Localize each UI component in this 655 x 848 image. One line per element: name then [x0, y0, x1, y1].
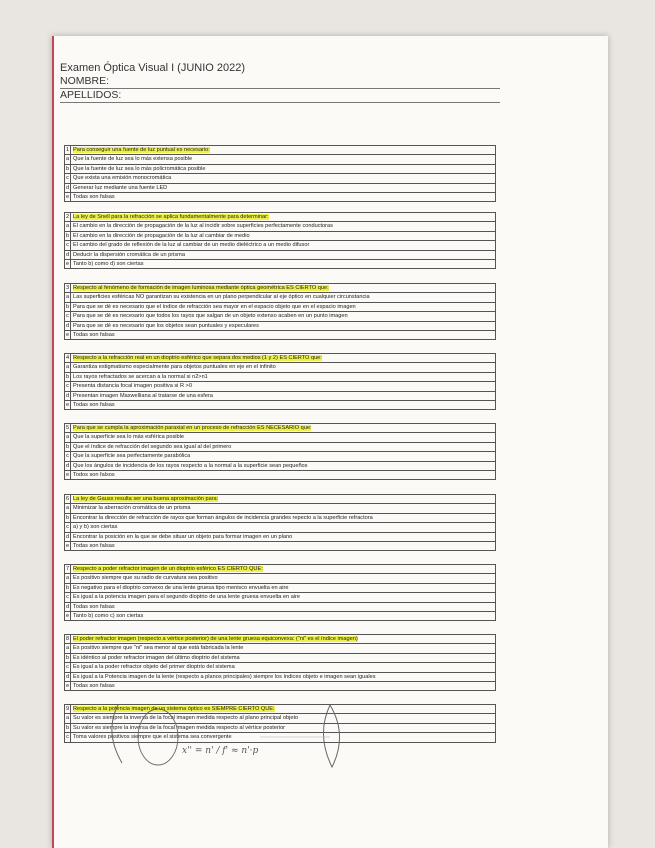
option-row[interactable] — [65, 391, 496, 400]
option-text: Es igual a la potencia imagen para el segundo dioptrio de una lente gruesa envuelta en aire — [71, 593, 496, 602]
option-row[interactable] — [65, 231, 496, 240]
option-letter: e — [65, 332, 70, 339]
option-letter: b — [65, 654, 70, 661]
option-letter: a — [65, 434, 70, 441]
option-letter: a — [65, 294, 70, 301]
question-text — [71, 146, 496, 155]
option-row[interactable] — [65, 363, 496, 372]
option-text: Encontrar la dirección de refracción de rayos que forman ángulos de incidencia grandes repecto a la superficie refractora — [71, 513, 496, 522]
question-7 — [64, 564, 496, 621]
option-row[interactable] — [65, 461, 496, 470]
option-row[interactable] — [65, 193, 496, 202]
option-text: Que exista una emisión monocromática — [71, 174, 496, 183]
sketch-arc-left — [112, 705, 122, 763]
question-stem: Respecto a poder refractor imagen de un dioptrio esférico ES CIERTO QUE: — [73, 566, 263, 572]
option-text: Para que se dé es necesario que el índice de refracción sea mayor en el espacio objeto que en el espacio imagen — [71, 302, 496, 311]
option-row[interactable] — [65, 504, 496, 513]
option-letter: b — [65, 232, 70, 239]
option-row[interactable] — [65, 331, 496, 340]
option-letter: e — [65, 261, 70, 268]
option-text: Tanto b) como d) son ciertas — [71, 260, 496, 269]
exam-title: Examen Óptica Visual I (JUNIO 2022) — [60, 62, 246, 74]
option-letter: e — [65, 543, 70, 550]
option-text: Generar luz mediante una fuente LED — [71, 183, 496, 192]
option-row[interactable] — [65, 241, 496, 250]
option-letter: d — [65, 251, 70, 258]
option-row[interactable] — [65, 372, 496, 381]
question-text — [71, 424, 496, 433]
question-3 — [64, 283, 496, 340]
option-row[interactable] — [65, 672, 496, 681]
option-row[interactable] — [65, 293, 496, 302]
option-row[interactable] — [65, 260, 496, 269]
option-letter: e — [65, 613, 70, 620]
option-letter: a — [65, 364, 70, 371]
option-text: Tanto b) como c) son ciertas — [71, 612, 496, 621]
option-letter: e — [65, 683, 70, 690]
option-text: Que la fuente de luz sea lo más policromática posible — [71, 164, 496, 173]
question-text — [71, 495, 496, 504]
option-text: Que la superficie sea lo más esférica posible — [71, 433, 496, 442]
option-row[interactable] — [65, 593, 496, 602]
option-letter: d — [65, 184, 70, 191]
option-text: Minimizar la aberración cromática de un prisma — [71, 504, 496, 513]
option-text: a) y b) son ciertas — [71, 523, 496, 532]
option-text: Que los ángulos de incidencia de los rayos respecto a la normal a la superficie sean pequeños — [71, 461, 496, 470]
option-row[interactable] — [65, 321, 496, 330]
option-letter: c — [66, 383, 69, 390]
question-stem: Para que se cumpla la aproximación paraxial en un proceso de refracción ES NECESARIO que: — [73, 425, 312, 431]
option-text: Es igual a la Potencia imagen de la lente (respecto a planos principales) siempre los índices objeto e imagen sean iguales — [71, 672, 496, 681]
option-letter: d — [65, 533, 70, 540]
option-text: Toma valores positivos siempre que el sistema sea convergente — [71, 733, 496, 742]
question-number: 5 — [65, 425, 70, 431]
option-letter: a — [65, 223, 70, 230]
question-number: 8 — [65, 636, 70, 642]
question-number: 3 — [65, 285, 70, 291]
option-text: Presenta distancia focal imagen positiva si R >0 — [71, 382, 496, 391]
option-text: Que la superficie sea perfectamente parabólica — [71, 452, 496, 461]
option-letter: a — [65, 505, 70, 512]
option-text: Todas son falsas — [71, 602, 496, 611]
question-number: 1 — [65, 147, 70, 153]
question-stem: Respecto a la potencia imagen de un sistema óptico es SIEMPRE CIERTO QUE: — [73, 706, 275, 712]
option-letter: c — [66, 313, 69, 320]
option-text: Las superficies esféricas NO garantizan su existencia en un plano perpendicular al eje óptico en cualquier circunstancia — [71, 293, 496, 302]
option-row[interactable] — [65, 471, 496, 480]
question-8 — [64, 634, 496, 691]
nombre-field: NOMBRE: — [60, 75, 500, 89]
option-text: Los rayos refractados se acercan a la normal si n2>n1 — [71, 372, 496, 381]
option-row[interactable] — [65, 602, 496, 611]
option-text: Garantiza estigmatismo especialmente para objetos puntuales en eje en el infinito — [71, 363, 496, 372]
option-text: Todas son falsas — [71, 401, 496, 410]
option-row[interactable] — [65, 155, 496, 164]
option-letter: d — [65, 673, 70, 680]
question-5 — [64, 423, 496, 480]
option-letter: c — [66, 524, 69, 531]
option-row[interactable] — [65, 513, 496, 522]
option-text: Es idéntico al poder refractor imagen del último dioptrio del sistema — [71, 653, 496, 662]
option-text: Todas son falsas — [71, 682, 496, 691]
option-letter: b — [65, 373, 70, 380]
question-text — [71, 635, 496, 644]
option-text: Para que se dé es necesario que los objetos sean puntuales y especulares — [71, 321, 496, 330]
option-letter: d — [65, 322, 70, 329]
margin-line — [52, 36, 54, 848]
option-letter: d — [65, 603, 70, 610]
option-row[interactable] — [65, 222, 496, 231]
option-row[interactable] — [65, 442, 496, 451]
option-text: Todas son falsas — [71, 542, 496, 551]
question-4 — [64, 353, 496, 410]
option-letter: a — [65, 156, 70, 163]
option-letter: a — [65, 715, 70, 722]
option-text: Deducir la dispersión cromática de un prisma — [71, 250, 496, 259]
exam-header — [60, 62, 500, 103]
question-2 — [64, 212, 496, 269]
option-row[interactable] — [65, 433, 496, 442]
option-letter: d — [65, 462, 70, 469]
question-stem: Respecto a la refracción real en un dioptrio esférico que separa dos medios (1 y 2) ES CIERTO que: — [73, 355, 322, 361]
option-row[interactable] — [65, 663, 496, 672]
option-row[interactable] — [65, 302, 496, 311]
option-letter: c — [66, 734, 69, 741]
question-stem: El poder refractor imagen (respecto a vértice posterior) de una lente gruesa equiconvexa: ("ni" es el índice imagen) — [73, 636, 358, 642]
option-row[interactable] — [65, 250, 496, 259]
question-number: 2 — [65, 214, 70, 220]
option-row[interactable] — [65, 574, 496, 583]
option-letter: a — [65, 575, 70, 582]
option-text: El cambio del grado de reflexión de la luz al cambiar de un medio dieléctrico a un medio difusor — [71, 241, 496, 250]
option-row[interactable] — [65, 644, 496, 653]
option-letter: b — [65, 165, 70, 172]
option-letter: c — [66, 664, 69, 671]
apellidos-field: APELLIDOS: — [60, 89, 500, 103]
option-row[interactable] — [65, 583, 496, 592]
question-text — [71, 213, 496, 222]
option-row[interactable] — [65, 523, 496, 532]
option-text: Que la fuente de luz sea lo más extensa posible — [71, 155, 496, 164]
option-row[interactable] — [65, 532, 496, 541]
option-letter: b — [65, 584, 70, 591]
option-letter: c — [66, 242, 69, 249]
question-number: 4 — [65, 355, 70, 361]
option-letter: b — [65, 443, 70, 450]
option-row[interactable] — [65, 653, 496, 662]
option-text: Encontrar la posición en la que se debe situar un objeto para formar imagen en un plano — [71, 532, 496, 541]
option-text: Todas son falsas — [71, 193, 496, 202]
question-6 — [64, 494, 496, 551]
question-number: 6 — [65, 496, 70, 502]
question-number: 9 — [65, 706, 70, 712]
option-text: El cambio en la dirección de propagación de la luz al incidir sobre superficies perfectamente conductoras — [71, 222, 496, 231]
option-text: Es negativo para el dioptrio convexo de una lente gruesa tipo menisco envuelta en aire — [71, 583, 496, 592]
option-text: Que el índice de refracción del segundo sea igual al del primero — [71, 442, 496, 451]
option-letter: b — [65, 724, 70, 731]
option-row[interactable] — [65, 401, 496, 410]
option-row[interactable] — [65, 682, 496, 691]
option-letter: c — [66, 594, 69, 601]
option-letter: a — [65, 645, 70, 652]
option-letter: d — [65, 392, 70, 399]
option-text: Todos son falsos — [71, 471, 496, 480]
option-letter: b — [65, 514, 70, 521]
option-text: Presentan imagen Maxwelliana al tratarse de una esfera — [71, 391, 496, 400]
question-stem: Respecto al fenómeno de formación de imagen luminosa mediante óptica geométrica ES CIERTO que: — [73, 285, 329, 291]
question-stem: La ley de Gauss resulta ser una buena aproximación para: — [73, 496, 219, 502]
option-text: Es positivo siempre que su radio de curvatura sea positivo — [71, 574, 496, 583]
handwritten-formula: x'' = n' / f' ≈ n'·p — [182, 746, 259, 756]
option-text: El cambio en la dirección de propagación de la luz al cambiar de medio — [71, 231, 496, 240]
option-letter: e — [65, 194, 70, 201]
option-row[interactable] — [65, 312, 496, 321]
option-row[interactable] — [65, 164, 496, 173]
option-text: Es positivo siempre que "ni" sea menor al que está fabricada la lente — [71, 644, 496, 653]
option-letter: c — [66, 453, 69, 460]
option-letter: e — [65, 472, 70, 479]
option-text: Para que se dé es necesario que todos los rayos que salgan de un objeto extenso acaben en un punto imagen — [71, 312, 496, 321]
question-text — [71, 284, 496, 293]
option-text: Es igual a la poder refractor objeto del primer dioptrio del sistema — [71, 663, 496, 672]
option-letter: b — [65, 303, 70, 310]
question-stem: La ley de Snell para la refracción se aplica fundamentalmente para determinar: — [73, 214, 269, 220]
sketch-ellipse — [138, 709, 178, 765]
option-letter: c — [66, 175, 69, 182]
sketch-lens — [323, 705, 339, 767]
question-number: 7 — [65, 566, 70, 572]
option-text: Su valor es siempre la inversa de la focal imagen medida respecto al vértice posterior — [71, 723, 496, 732]
question-1 — [64, 145, 496, 202]
option-row[interactable] — [65, 612, 496, 621]
option-text: Su valor es siempre la inversa de la focal imagen medida respecto al plano principal objeto — [71, 714, 496, 723]
option-row[interactable] — [65, 174, 496, 183]
option-row[interactable] — [65, 452, 496, 461]
option-text: Todas son falsas — [71, 331, 496, 340]
question-text — [71, 565, 496, 574]
question-text — [71, 354, 496, 363]
option-letter: e — [65, 402, 70, 409]
option-row[interactable] — [65, 382, 496, 391]
option-row[interactable] — [65, 183, 496, 192]
handwritten-sketch — [100, 697, 400, 772]
question-stem: Para conseguir una fuente de luz puntual es necesario: — [73, 147, 210, 153]
option-row[interactable] — [65, 542, 496, 551]
